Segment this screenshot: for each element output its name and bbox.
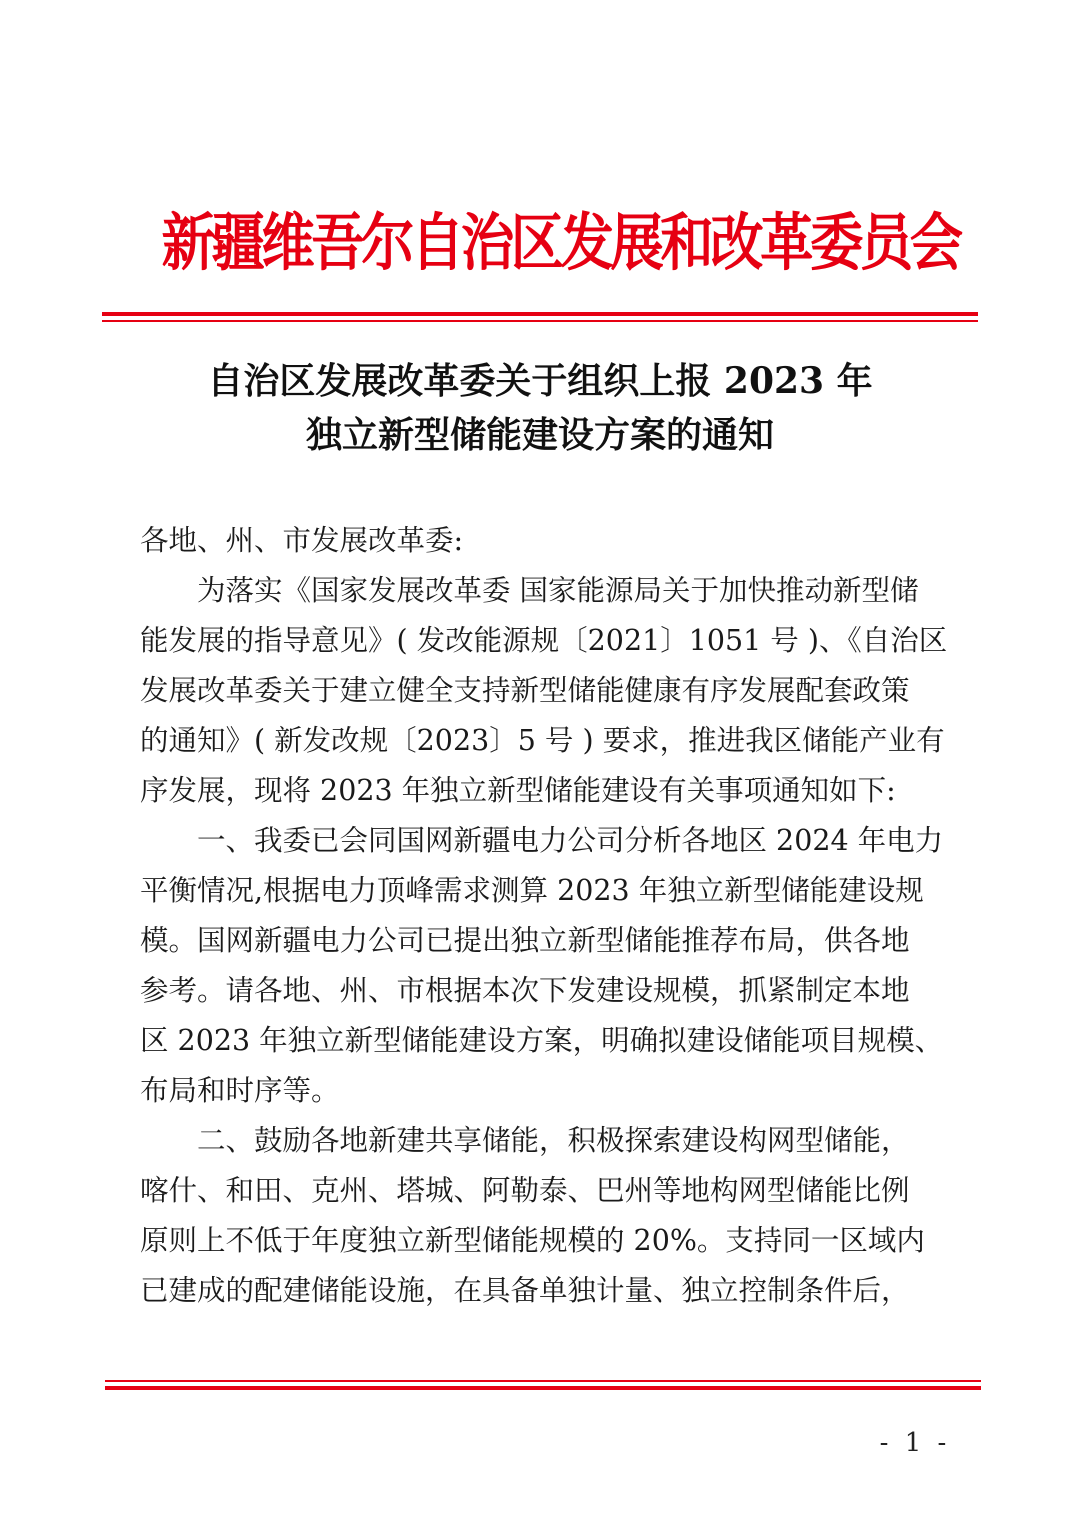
section-one-line: 模。国网新疆电力公司已提出独立新型储能推荐布局，供各地 xyxy=(140,924,910,957)
section-two-line: 二、鼓励各地新建共享储能，积极探索建设构网型储能， xyxy=(197,1124,910,1157)
document-body xyxy=(140,516,948,1316)
section-one-line: 平衡情况,根据电力顶峰需求测算 2023 年独立新型储能建设规 xyxy=(140,874,924,907)
section-one-line: 布局和时序等。 xyxy=(140,1074,340,1107)
header-red-rule-thin xyxy=(102,320,978,322)
body-line: 发展改革委关于建立健全支持新型储能健康有序发展配套政策 xyxy=(140,674,910,707)
section-two-line: 喀什、和田、克州、塔城、阿勒泰、巴州等地构网型储能比例 xyxy=(140,1174,910,1207)
section-two-line: 已建成的配建储能设施，在具备单独计量、独立控制条件后， xyxy=(140,1274,910,1307)
body-line: 序发展，现将 2023 年独立新型储能建设有关事项通知如下: xyxy=(140,774,896,807)
document-title-line-2: 独立新型储能建设方案的通知 xyxy=(305,414,774,456)
document-title-line-1: 自治区发展改革委关于组织上报 2023 年 xyxy=(207,360,873,402)
salutation: 各地、州、市发展改革委: xyxy=(140,524,464,557)
body-line: 能发展的指导意见》( 发改能源规〔2021〕1051 号 )、《自治区 xyxy=(140,624,948,657)
section-one-line: 一、我委已会同国网新疆电力公司分析各地区 2024 年电力 xyxy=(197,824,944,857)
section-one-line: 区 2023 年独立新型储能建设方案，明确拟建设储能项目规模、 xyxy=(140,1024,944,1057)
footer-red-rule-thick xyxy=(105,1386,981,1390)
section-two-line: 原则上不低于年度独立新型储能规模的 20%。支持同一区域内 xyxy=(140,1224,925,1257)
body-line: 的通知》( 新发改规〔2023〕5 号 ) 要求，推进我区储能产业有 xyxy=(140,724,945,757)
footer-red-rule-thin xyxy=(105,1380,981,1382)
page-number: - 1 - xyxy=(879,1428,951,1458)
section-one-line: 参考。请各地、州、市根据本次下发建设规模，抓紧制定本地 xyxy=(140,974,910,1007)
body-line: 为落实《国家发展改革委 国家能源局关于加快推动新型储 xyxy=(197,574,919,607)
header-red-rule-thick xyxy=(102,312,978,316)
document-title xyxy=(100,354,980,462)
issuing-organization-header: 新疆维吾尔自治区发展和改革委员会 xyxy=(161,206,960,279)
